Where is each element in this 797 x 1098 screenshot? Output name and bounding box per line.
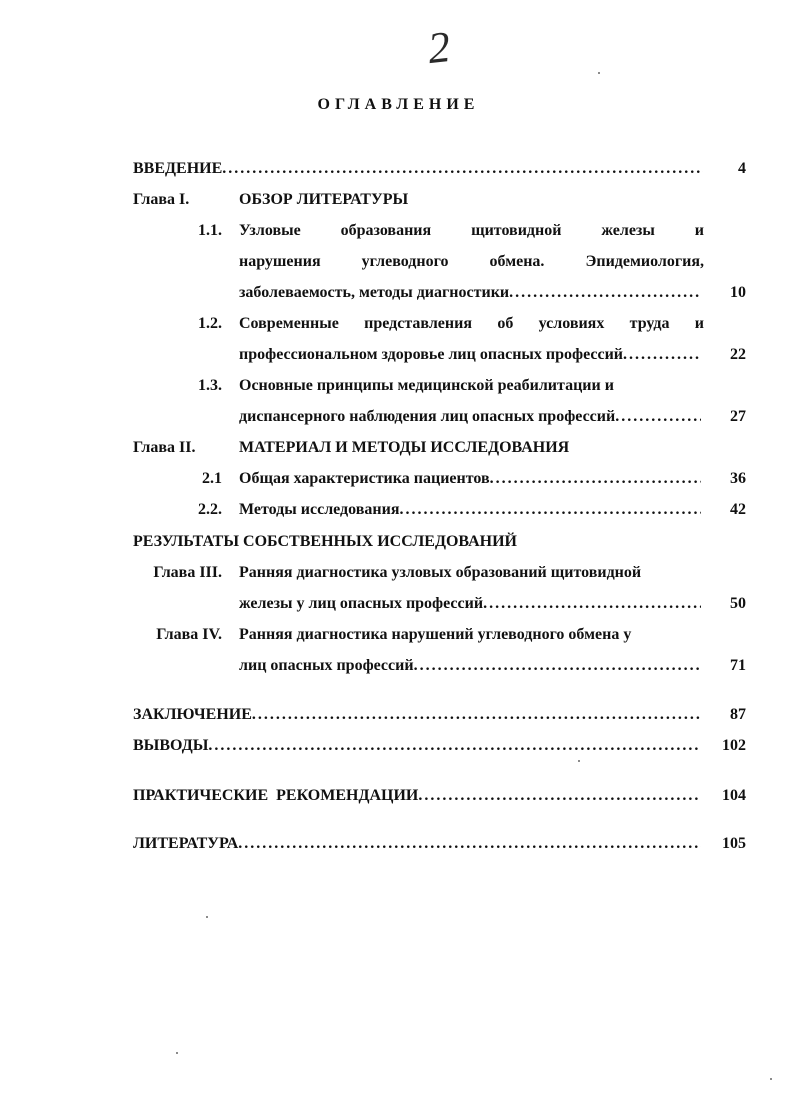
toc-entry-text (239, 653, 701, 679)
toc-entry-text (239, 466, 701, 492)
toc-section-2-2[interactable] (0, 497, 797, 523)
leader-dots (238, 831, 701, 857)
leader-dots (252, 702, 701, 728)
chapter-title-line: железы у лиц опасных профессий (239, 595, 484, 612)
scan-speck (206, 916, 208, 918)
toc-entry-text (239, 497, 701, 523)
leader-dots (483, 591, 701, 617)
page-number: 42 (730, 501, 746, 518)
toc-section-2-1[interactable] (0, 466, 797, 492)
toc-entry-text (133, 156, 703, 182)
toc-entry-conclusion[interactable] (0, 702, 797, 728)
chapter-title: МАТЕРИАЛ И МЕТОДЫ ИССЛЕДОВАНИЯ (239, 439, 570, 456)
leader-dots (399, 497, 701, 523)
toc-chapter-3[interactable] (0, 560, 797, 586)
section-number: 2.1 (202, 470, 222, 487)
toc-section-1-3-end (0, 404, 797, 430)
toc-title: ОГЛАВЛЕНИЕ (317, 96, 480, 113)
toc-chapter-4-end (0, 653, 797, 679)
chapter-title-line: лиц опасных профессий (239, 657, 414, 674)
page-number: 105 (722, 835, 746, 852)
toc-chapter-1[interactable] (0, 187, 797, 213)
section-title-line: Методы исследования (239, 501, 400, 518)
page-number: 27 (730, 408, 746, 425)
page-number: 10 (730, 284, 746, 301)
section-number: 2.2. (198, 501, 222, 518)
section-title-line: Современные представления об условиях труда и (239, 315, 704, 332)
scan-speck (770, 1078, 772, 1080)
entry-title: ВВЕДЕНИЕ (133, 160, 223, 177)
scan-speck (578, 760, 580, 762)
page-number: 71 (730, 657, 746, 674)
toc-entry-text (133, 702, 701, 728)
toc-section-1-3[interactable] (0, 373, 797, 399)
chapter-title: ОБЗОР ЛИТЕРАТУРЫ (239, 191, 409, 208)
leader-dots (509, 280, 701, 306)
section-title-line: Основные принципы медицинской реабилитации и (239, 377, 614, 394)
toc-entry-text (239, 280, 701, 306)
leader-dots (414, 653, 701, 679)
toc-chapter-3-end (0, 591, 797, 617)
leader-dots (615, 404, 701, 430)
part-title: РЕЗУЛЬТАТЫ СОБСТВЕННЫХ ИССЛЕДОВАНИЙ (133, 533, 517, 550)
toc-entry-text (239, 591, 701, 617)
toc-entry-text (133, 783, 701, 809)
toc-chapter-4[interactable] (0, 622, 797, 648)
toc-entry-text (239, 342, 701, 368)
page-number: 104 (722, 787, 746, 804)
entry-title: ЗАКЛЮЧЕНИЕ (133, 706, 252, 723)
scan-speck (598, 72, 600, 74)
entry-title: ПРАКТИЧЕСКИЕ РЕКОМЕНДАЦИИ (133, 787, 419, 804)
toc-entry-text (133, 733, 701, 759)
section-number: 1.3. (198, 377, 222, 394)
toc-section-1-2-end (0, 342, 797, 368)
section-title-line: нарушения углеводного обмена. Эпидемиология, (239, 253, 704, 270)
section-number: 1.2. (198, 315, 222, 332)
page-number: 87 (730, 706, 746, 723)
chapter-title-line: Ранняя диагностика нарушений углеводного обмена у (239, 626, 632, 643)
entry-title: ВЫВОДЫ (133, 737, 209, 754)
toc-section-1-2[interactable] (0, 311, 797, 337)
toc-section-1-1[interactable] (0, 218, 797, 244)
toc-entry-text (133, 831, 701, 857)
section-title-line: Общая характеристика пациентов (239, 470, 490, 487)
entry-title: ЛИТЕРАТУРА (133, 835, 239, 852)
toc-entry-literature[interactable] (0, 831, 797, 857)
section-title-line: заболеваемость, методы диагностики (239, 284, 510, 301)
chapter-title-line: Ранняя диагностика узловых образований щитовидной (239, 564, 642, 581)
leader-dots (208, 733, 701, 759)
chapter-label: Глава III. (153, 564, 222, 581)
toc-entry-findings[interactable] (0, 733, 797, 759)
toc-chapter-2[interactable] (0, 435, 797, 461)
handwritten-page-mark: 2 (425, 21, 453, 74)
page-number: 36 (730, 470, 746, 487)
toc-part-results[interactable] (0, 529, 797, 555)
toc-entry-recommendations[interactable] (0, 783, 797, 809)
section-title-line: диспансерного наблюдения лиц опасных профессий (239, 408, 616, 425)
chapter-label: Глава II. (133, 439, 196, 456)
section-title-line: профессиональном здоровье лиц опасных профессий (239, 346, 624, 363)
toc-section-1-1-end (0, 280, 797, 306)
page-number: 50 (730, 595, 746, 612)
page-number: 22 (730, 346, 746, 363)
toc-entry-text (239, 404, 701, 430)
leader-dots (623, 342, 701, 368)
chapter-label: Глава I. (133, 191, 190, 208)
section-number: 1.1. (198, 222, 222, 239)
leader-dots (490, 466, 701, 492)
toc-section-1-1-cont (0, 249, 797, 275)
chapter-label: Глава IV. (156, 626, 222, 643)
page-number: 4 (738, 160, 746, 177)
scan-speck (176, 1052, 178, 1054)
section-title-line: Узловые образования щитовидной железы и (239, 222, 704, 239)
toc-entry-intro[interactable] (0, 156, 797, 182)
leader-dots (222, 156, 703, 182)
leader-dots (418, 783, 701, 809)
page-number: 102 (722, 737, 746, 754)
